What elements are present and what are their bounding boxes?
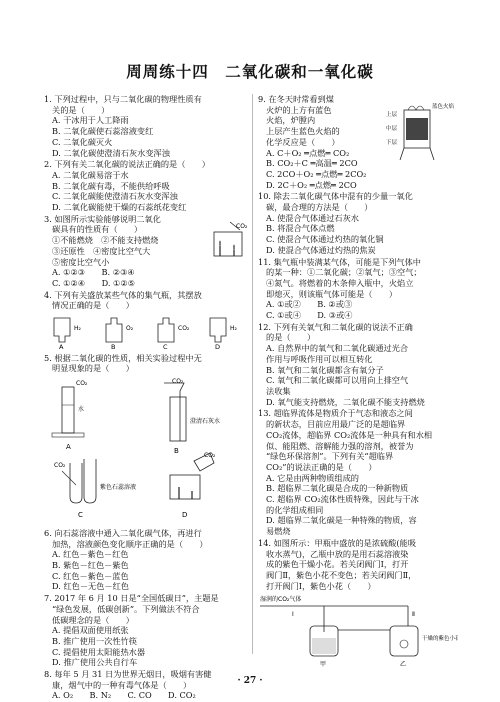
question-3-block xyxy=(44,214,256,289)
question-line: A. 它是由两种物质组成的 xyxy=(266,472,359,483)
question-line: CO₂”的说法正确的是（ ） xyxy=(266,461,377,472)
question-line: 阀门Ⅱ，紫色小花不变色；若关闭阀门Ⅱ， xyxy=(266,569,417,580)
question-line: D. 红色－无色－红色 xyxy=(52,581,129,592)
question-line: 9. 在冬天时常看到煤 xyxy=(258,94,334,104)
figure-5b-option: B xyxy=(174,447,179,456)
question-line: D. 2C＋O₂ ═点燃═ 2CO xyxy=(266,179,357,190)
question-13 xyxy=(258,408,458,536)
valve-1-label: Ⅰ xyxy=(292,611,294,619)
question-line: B. 超临界二氧化碳是合成的一种新物质 xyxy=(266,483,409,494)
question-line: D. 二氧化碳使澄清石灰水变浑浊 xyxy=(52,147,170,158)
question-line: 11. 集气瓶中装满某气体，可能是下列气体中 xyxy=(258,256,421,267)
gas-bottle xyxy=(106,318,122,342)
figure-5d-option: D xyxy=(182,511,188,520)
question-4 xyxy=(44,290,256,311)
question-line: 14. 如图所示：甲瓶中盛放的是浓硫酸(能吸 xyxy=(258,537,417,548)
question-line: 情况正确的是（ ） xyxy=(52,300,134,311)
question-line: C. 2CO＋O₂ ═点燃═ 2CO₂ xyxy=(266,168,367,179)
question-line: CO₂流体，超临界 CO₂流体是一种具有和水相 xyxy=(266,429,433,440)
gas-bottles-figure xyxy=(44,312,256,350)
question-10 xyxy=(258,191,458,255)
question-line: A. ①或② B. ②或③ xyxy=(266,299,353,310)
figure-5b-limewater: 澄清石灰水 xyxy=(190,418,221,426)
question-line: 似、能阻燃、溶解能力强的溶剂，被誉为 xyxy=(266,440,414,451)
question-line: 作用与呼吸作用可以相互转化 xyxy=(266,353,373,364)
question-line: D. 超临界二氧化碳是一种特殊的物质，容 xyxy=(266,515,417,526)
question-line: B. 将混合气体点燃 xyxy=(266,223,335,234)
question-line: 5. 根据二氧化碳的性质，相关实验过程中无 xyxy=(44,352,202,363)
question-9-block xyxy=(258,94,458,190)
co2-experiments-figure xyxy=(44,375,256,525)
question-line: 8. 每年 5 月 31 日为世界无烟日，吸烟有害健 xyxy=(44,669,212,680)
gas-label: CO₂ xyxy=(178,325,190,333)
question-line: 10. 除去二氧化碳气体中混有的少量一氧化 xyxy=(258,191,413,202)
figure-5d-co2: CO₂ xyxy=(204,452,216,460)
question-line: “绿色环保溶剂”。下列有关“超临界 xyxy=(266,451,394,462)
question-line: A. 使混合气体通过石灰水 xyxy=(266,212,359,223)
question-line: B. 紫色－红色－紫色 xyxy=(52,559,129,570)
washing-bottles-figure xyxy=(258,592,458,670)
gas-bottle xyxy=(210,318,226,342)
question-line: C. 超临界 CO₂流体性质特殊，因此与干冰 xyxy=(266,494,419,505)
gas-bottle xyxy=(158,318,174,342)
question-line: ③还原性 ④密度比空气大 xyxy=(52,245,151,256)
valve-2-label: Ⅱ xyxy=(412,611,415,619)
left-column xyxy=(44,94,256,702)
question-line: C. 二氧化碳灭火 xyxy=(52,136,113,147)
dry-flower-label: 干燥的紫色小花 xyxy=(422,636,458,643)
question-12 xyxy=(258,322,458,408)
gas-label: O₂ xyxy=(126,325,134,333)
stove-bottom-label: 下层 xyxy=(386,140,398,146)
question-line: A. 二氧化碳易溶于水 xyxy=(52,169,129,180)
candles-co2-figure xyxy=(200,220,248,260)
page-title: 周周练十四 二氧化碳和一氧化碳 xyxy=(126,63,374,81)
question-line: A. 红色－紫色－红色 xyxy=(52,549,129,560)
question-line: C. 红色－紫色－蓝色 xyxy=(52,570,129,581)
question-line: B. CO₂＋C ═高温═ 2CO xyxy=(266,158,358,169)
option-letter: D xyxy=(215,343,221,351)
figure-5c-option: C xyxy=(78,511,83,520)
question-6 xyxy=(44,528,256,592)
question-line: 成的紫色干燥小花。若关闭阀门Ⅰ，打开 xyxy=(266,559,409,570)
stove-middle-label: 中层 xyxy=(386,126,398,132)
question-line: 低碳理念的是（ ） xyxy=(52,614,134,625)
question-line: 碳，最合理的方法是（ ） xyxy=(266,202,373,213)
question-line: 上层产生蓝色火焰的 xyxy=(266,126,340,137)
question-line: 2. 下列有关二氧化碳的说法正确的是（ ） xyxy=(44,159,210,170)
option-letter: B xyxy=(111,343,116,351)
question-line: B. 氧气和二氧化碳都含有氧分子 xyxy=(266,364,384,375)
question-line: 的新状态，目前应用最广泛的是超临界 xyxy=(266,419,406,430)
question-line: 关的是（ ） xyxy=(52,104,110,115)
question-line: 法收集 xyxy=(266,385,291,396)
question-line: “绿色发展，低碳创新”。下列做法不符合 xyxy=(52,603,200,614)
question-line: 3. 如图所示实验能够说明二氧化 xyxy=(44,213,161,224)
question-line: A. C＋O₂ ═点燃═ CO₂ xyxy=(266,147,350,158)
figure-5c-co2: CO₂ xyxy=(54,462,66,470)
figure-5a-option: A xyxy=(66,443,71,452)
question-line: 打开阀门Ⅰ，紫色小花（ ） xyxy=(266,580,376,591)
blue-flame-label: 蓝色火焰 xyxy=(432,104,455,110)
question-line: C. 氧气和二氧化碳都可以用向上排空气 xyxy=(266,375,409,386)
question-line: A. O₂ B. N₂ C. CO D. CO₂ xyxy=(52,690,196,701)
question-line: D. 推广使用公共自行车 xyxy=(52,657,138,668)
question-1 xyxy=(44,94,256,158)
question-line: ⑤密度比空气小 xyxy=(52,256,110,267)
humid-co2-label: 湿润的CO₂气体 xyxy=(260,596,302,604)
bottle-yi-label: 乙 xyxy=(400,661,407,669)
question-line: D. 二氧化碳能使干燥的石蕊纸花变红 xyxy=(52,202,187,213)
gas-bottle xyxy=(54,318,70,342)
question-line: 明显现象的是（ ） xyxy=(52,363,134,374)
gas-label: H₂ xyxy=(230,325,237,333)
question-line: 6. 向石蕊溶液中通入二氧化碳气体，再进行 xyxy=(44,527,202,538)
question-line: D. 氧气能支持燃烧，二氧化碳不能支持燃烧 xyxy=(266,396,425,407)
question-7 xyxy=(44,593,256,668)
question-line: 加热，溶液颜色变化顺序正确的是（ ） xyxy=(52,538,208,549)
question-line: 12. 下列有关氧气和二氧化碳的说法不正确 xyxy=(258,321,413,332)
question-line: 康，烟气中的一种有毒气体是（ ） xyxy=(52,679,192,690)
question-line: C. 二氧化碳能使澄清石灰水变浑浊 xyxy=(52,191,178,202)
co2-label: CO₂ xyxy=(236,222,248,230)
question-line: 化学反应是（ ） xyxy=(266,136,340,147)
question-line: C. ①或④ D. ③或④ xyxy=(266,310,353,321)
question-11 xyxy=(258,257,458,321)
question-line: 易燃烧 xyxy=(266,526,291,537)
figure-5a-co2: CO₂ xyxy=(76,380,88,388)
question-line: 7. 2017 年 6 月 10 日是“全国低碳日”，主题是 xyxy=(44,593,219,604)
question-line: 4. 下列有关盛放某些气体的集气瓶，其摆放 xyxy=(44,289,202,300)
question-line: A. 自然界中的氧气和二氧化碳通过光合 xyxy=(266,343,409,354)
question-line: ④氮气。将燃着的木条伸入瓶中，火焰立 xyxy=(266,277,414,288)
question-line: C. 使混合气体通过灼热的氧化铜 xyxy=(266,234,384,245)
coal-stove-figure xyxy=(386,96,456,168)
question-line: A. 干冰用于人工降雨 xyxy=(52,115,129,126)
page-number: · 27 · xyxy=(237,676,263,686)
right-column xyxy=(258,94,458,673)
question-14 xyxy=(258,538,458,592)
stove-top-label: 上层 xyxy=(386,112,398,118)
question-line: B. 二氧化碳使石蕊溶液变红 xyxy=(52,126,154,137)
question-line: B. 推广使用一次性竹筷 xyxy=(52,635,137,646)
question-line: 1. 下列过程中，只与二氧化碳的物理性质有 xyxy=(44,94,202,104)
question-line: 火炉的上方有蓝色 xyxy=(266,104,332,115)
question-line: A. 提倡双面使用纸张 xyxy=(52,625,129,636)
bottle-jia-label: 甲 xyxy=(320,661,327,669)
figure-5c-litmus: 紫色石蕊溶液 xyxy=(100,484,137,492)
question-line: D. 使混合气体通过灼热的焦炭 xyxy=(266,244,376,255)
question-line: 火焰，炉膛内 xyxy=(266,115,316,126)
question-line: 的某一种：①二氧化碳；②氧气；③空气； xyxy=(266,267,422,278)
question-line: C. 提倡使用太阳能热水器 xyxy=(52,646,146,657)
question-2 xyxy=(44,159,256,213)
question-line: 的是（ ） xyxy=(266,332,316,343)
question-line: A. ①②③ B. ②③④ xyxy=(52,267,135,278)
question-line: ①不能燃烧 ②不能支持燃烧 xyxy=(52,235,159,246)
question-line: B. 二氧化碳有毒，不能供给呼吸 xyxy=(52,180,170,191)
question-line: 即熄灭，则该瓶气体可能是（ ） xyxy=(266,288,398,299)
option-letter: C xyxy=(163,343,168,351)
question-line: 碳具有的性质有（ ） xyxy=(52,224,143,235)
question-line: 的化学组成相同 xyxy=(266,504,324,515)
option-letter: A xyxy=(59,343,64,351)
gas-label: H₂ xyxy=(74,325,81,333)
question-line: 13. 超临界流体是物质介于气态和液态之间 xyxy=(258,408,413,419)
figure-5a-water: 水 xyxy=(78,406,85,414)
question-5 xyxy=(44,353,256,374)
figure-5b-co2: CO₂ xyxy=(172,378,184,386)
question-line: C. ①②④ D. ①②⑤ xyxy=(52,277,136,288)
question-line: 收水蒸气)，乙瓶中放的是用石蕊溶液染 xyxy=(266,548,409,559)
